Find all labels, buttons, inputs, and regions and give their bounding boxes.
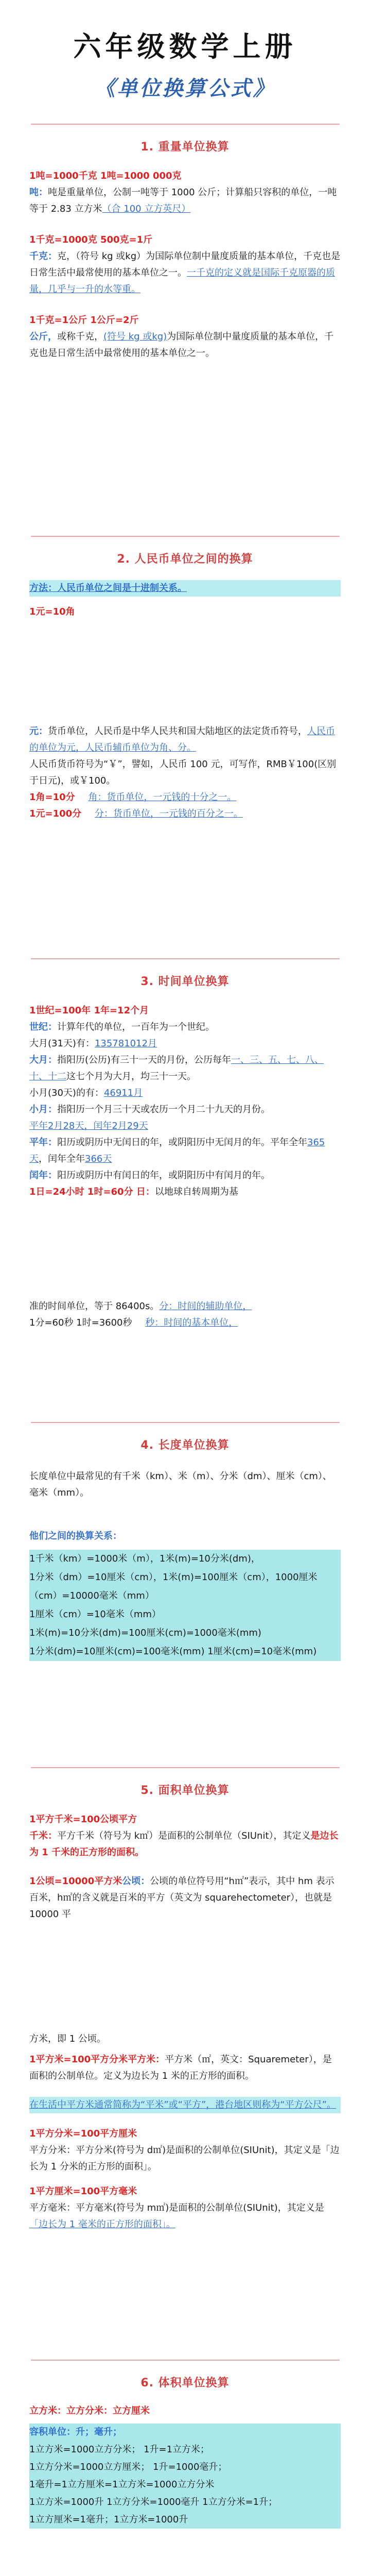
section-title-volume: 6. 体积单位换算 xyxy=(140,2377,230,2389)
jiao-rule: 1角=10分 xyxy=(29,792,75,803)
small-month-desc: 指阳历一个月三十天或农历一个月二十九天的月份。 xyxy=(57,1104,270,1115)
m2-paragraph xyxy=(29,2052,341,2084)
hectare-text-a: 公顷的单位符号用“h㎡”表示，其中 hm 表示百米，h㎡的含义就是百米的平方（英文为 squarehectometer），也就是 10000 平 xyxy=(29,1876,334,1920)
common-year-days: 365天 xyxy=(29,1137,325,1164)
kg-rule: 1千克=1000克 500克=1斤 xyxy=(29,234,153,245)
volume-relation-row: 1立方厘米=1毫升；1立方米=1000升 xyxy=(29,2514,188,2525)
yuan-paragraph xyxy=(29,723,341,756)
cm2-paragraph xyxy=(29,2200,341,2233)
big-month-row xyxy=(29,1036,341,1052)
yuan-label: 元： xyxy=(29,726,48,737)
kg-note: 一千克的定义就是国际千克原器的质量，几乎与一升的水等重。 xyxy=(29,267,335,295)
cm2-rule: 1平方厘米=100平方毫米 xyxy=(29,2186,137,2197)
yuan-note-b: 人民币辅币单位为角、分。 xyxy=(85,742,196,753)
volume-relation-row: 1立方米=1000立方分米； 1升=1立方米； xyxy=(29,2444,210,2455)
jiao-note: 角：货币单位，一元钱的十分之一。 xyxy=(88,792,237,803)
century-rule: 1世纪=100年 1年=12个月 xyxy=(29,1005,149,1016)
big-month-desc-b: 这七个月为大月，均三十一天。 xyxy=(66,1071,196,1082)
yuan-note-a: 人民币的单位为元， xyxy=(29,726,335,753)
section-title-time: 3. 时间单位换算 xyxy=(140,975,230,988)
cm2-text-a: 平方毫米：平方毫米(符号为 m㎡)是面积的公制单位(SIUnit)，其定义是 xyxy=(29,2202,324,2213)
big-month-text: 大月(31天)有： xyxy=(29,1038,95,1049)
length-relation-row: 1米(m)=10分米(dm)=100厘米(cm)=1000毫米(mm) xyxy=(29,1628,261,1638)
leap-year-text: 阳历或阴历中有闰日的年，或阴阳历中有闰月的年。 xyxy=(57,1170,270,1181)
section-divider xyxy=(31,958,340,959)
m2-text: 平方米（㎡，英文：Squaremeter），是面积的公制单位。定义为边长为 1 米的正方形的面积。 xyxy=(29,2054,332,2081)
km2-label: 千米： xyxy=(29,1831,57,1841)
kg-label: 千克： xyxy=(29,251,57,262)
section-divider xyxy=(31,124,340,125)
day-row xyxy=(29,1184,341,1200)
section-title-area: 5. 面积单位换算 xyxy=(140,1784,230,1797)
kg-text: 克，（符号 kg 或kg）为国际单位制中量度质量的基本单位，千克也是日常生活中最常使用的基本单位之一。 xyxy=(29,251,341,278)
km2-text-a: 平方千米（符号为 k㎡）是面积的公制单位（SIUnit），其定义 xyxy=(57,1831,311,1841)
day-rule: 1日=24小时 1时=60分 日： xyxy=(29,1187,155,1197)
big-month-desc-a: 指阳历(公历)有三十一天的月份，公历每年 xyxy=(57,1055,232,1065)
common-year-label: 平年： xyxy=(29,1137,57,1148)
day-continued-row xyxy=(29,1298,341,1315)
leap-year-label: 闰年： xyxy=(29,1170,57,1181)
ton-paragraph xyxy=(29,184,341,217)
weight-section xyxy=(29,168,341,362)
dm2-text: 平方分米：平方分米(符号为 d㎡)是面积的公制单位(SIUnit)，其定义是「边长为 1 分米的正方形的面积」。 xyxy=(29,2145,340,2172)
volume-box-title: 容积单位：升；毫升； xyxy=(29,2427,122,2437)
rmb-method: 方法：人民币单位之间是十进制关系。 xyxy=(29,580,341,597)
big-month-label: 大月： xyxy=(29,1055,57,1065)
small-month-label: 小月： xyxy=(29,1104,57,1115)
length-relation-row: 1分米(dm)=10厘米(cm)=100毫米(mm) 1厘米(cm)=10毫米(mm) xyxy=(29,1646,317,1657)
hectare-rule: 1公顷=10000平方米 xyxy=(29,1876,122,1887)
hectare-text-b: 方米，即 1 公顷。 xyxy=(29,2033,106,2044)
hectare-label: 公顷： xyxy=(122,1876,150,1887)
kg-paragraph xyxy=(29,248,341,298)
fen-rule: 1元=100分 xyxy=(29,808,82,819)
small-month-paragraph xyxy=(29,1101,341,1118)
ton-text: 吨是重量单位，公制一吨等于 1000 公斤；计算船只容积的单位，一吨等于 2.83 立方米 xyxy=(29,187,337,214)
leap-year-days: 366天 xyxy=(85,1154,112,1164)
area-section xyxy=(29,1811,341,2233)
m2-rule: 1平方米=100平方分米平方米： xyxy=(29,2054,165,2065)
section-divider xyxy=(31,1767,340,1768)
hectare-paragraph xyxy=(29,1873,341,1923)
rmb-symbol-paragraph: 人民币货币符号为“￥”，譬如，人民币 100 元，可写作，RMB￥100(区别于日元)，或￥100。 xyxy=(29,759,337,786)
ton-rule: 1吨=1000千克 1吨=1000 000克 xyxy=(29,171,182,181)
small-month-text: 小月(30天)的有： xyxy=(29,1088,104,1098)
gongjin-symbol: (符号 kg 或kg) xyxy=(103,331,167,342)
big-month-names: 一、三、五、七、八、十、十二 xyxy=(29,1055,324,1082)
section-divider xyxy=(31,2360,340,2361)
volume-relations-box xyxy=(29,2424,341,2529)
small-month-row xyxy=(29,1085,341,1101)
page-subtitle: 《单位换算公式》 xyxy=(94,76,276,100)
yuan-text: 货币单位，人民币是中华人民共和国大陆地区的法定货币符号， xyxy=(48,726,307,737)
page-title: 六年级数学上册 xyxy=(73,30,297,63)
section-title-length: 4. 长度单位换算 xyxy=(140,1439,230,1452)
century-paragraph xyxy=(29,1019,341,1036)
length-relation-row: 1分米（dm）=10厘米（cm），1米(m)=100厘米（cm），1000厘米（cm）=10000毫米（mm） xyxy=(29,1572,318,1601)
volume-relation-row: 1立方分米=1000立方厘米； 1升=1000毫升； xyxy=(29,2462,227,2472)
second-note: 秒：时间的基本单位， xyxy=(145,1317,238,1328)
gongjin-rule: 1千克=1公斤 1公斤=2斤 xyxy=(29,315,139,326)
gongjin-text-a: 或称千克， xyxy=(57,331,103,342)
big-month-list: 135781012月 xyxy=(94,1038,157,1049)
yuan-rule: 1元=10角 xyxy=(29,606,75,617)
gongjin-text-b: 为国际单位制中量度质量的基本单位，千克也是日常生活中最常使用的基本单位之一。 xyxy=(29,331,334,359)
jiao-row xyxy=(29,789,341,806)
day-text-b: 准的时间单位，等于 86400s。 xyxy=(29,1301,160,1312)
volume-rule: 立方米：立方分米：立方厘米 xyxy=(29,2405,150,2416)
feb-rule: 平年2月28天，闰年2月29天 xyxy=(29,1121,148,1131)
common-year-text-b: ，闰年全年 xyxy=(39,1154,85,1164)
common-year-text-a: 阳历或阴历中无闰日的年，或阴阳历中无闰月的年。平年全年 xyxy=(57,1137,307,1148)
length-relation-row: 1厘米（cm）=10毫米（mm） xyxy=(29,1609,161,1620)
length-relations-title: 他们之间的换算关系： xyxy=(29,1531,122,1541)
century-label: 世纪： xyxy=(29,1022,57,1032)
dm2-rule: 1平方分米=100平方厘米 xyxy=(29,2128,137,2139)
section-divider xyxy=(31,1422,340,1423)
rmb-section xyxy=(29,580,341,822)
length-relation-row: 1千米（km）=1000米（m），1米(m)=10分米(dm)， xyxy=(29,1553,260,1564)
minute-note: 分：时间的辅助单位， xyxy=(159,1301,252,1312)
m2-note: 在生活中平方米通常简称为“平米”或“平方”，港台地区则称为“平方公尺”。 xyxy=(29,2097,341,2113)
big-month-paragraph xyxy=(29,1052,341,1085)
gongjin-label: 公斤， xyxy=(29,331,57,342)
century-text: 计算年代的单位，一百年为一个世纪。 xyxy=(57,1022,215,1032)
ton-label: 吨： xyxy=(29,187,48,198)
fen-note: 分：货币单位，一元钱的百分之一。 xyxy=(94,808,243,819)
small-month-list: 46911月 xyxy=(103,1088,143,1098)
leap-year-paragraph xyxy=(29,1167,341,1184)
day-text-a: 以地球自转周期为基 xyxy=(154,1187,238,1197)
cm2-text-b: 「边长为 1 毫米的正方形的面积」。 xyxy=(29,2219,175,2230)
common-year-paragraph xyxy=(29,1134,341,1167)
km2-rule: 1平方千米=100公顷平方 xyxy=(29,1814,137,1825)
section-title-weight: 1. 重量单位换算 xyxy=(140,141,230,154)
volume-relation-row: 1立方米=1000升 1立方分米=1000毫升 1立方分米=1升； xyxy=(29,2497,278,2507)
minute-row xyxy=(29,1315,341,1331)
section-title-rmb: 2. 人民币单位之间的换算 xyxy=(117,553,253,566)
section-divider xyxy=(31,536,340,537)
time-section xyxy=(29,1003,341,1331)
fen-row xyxy=(29,806,341,822)
length-relations-box xyxy=(29,1550,341,1661)
km2-text-b: 是边长为 1 千米的正方形的面积。 xyxy=(29,1831,339,1858)
gongjin-paragraph xyxy=(29,329,341,362)
ton-note: （合 100 立方英尺） xyxy=(102,204,191,214)
length-intro: 长度单位中最常见的有千米（km）、米（m）、分米（dm）、厘米（cm）、毫米（mm）。 xyxy=(29,1471,332,1498)
volume-relation-row: 1毫升=1立方厘米=1立方米=1000立方分米 xyxy=(29,2479,215,2490)
minute-rule: 1分=60秒 1时=3600秒 xyxy=(29,1317,132,1328)
km2-paragraph xyxy=(29,1828,341,1861)
